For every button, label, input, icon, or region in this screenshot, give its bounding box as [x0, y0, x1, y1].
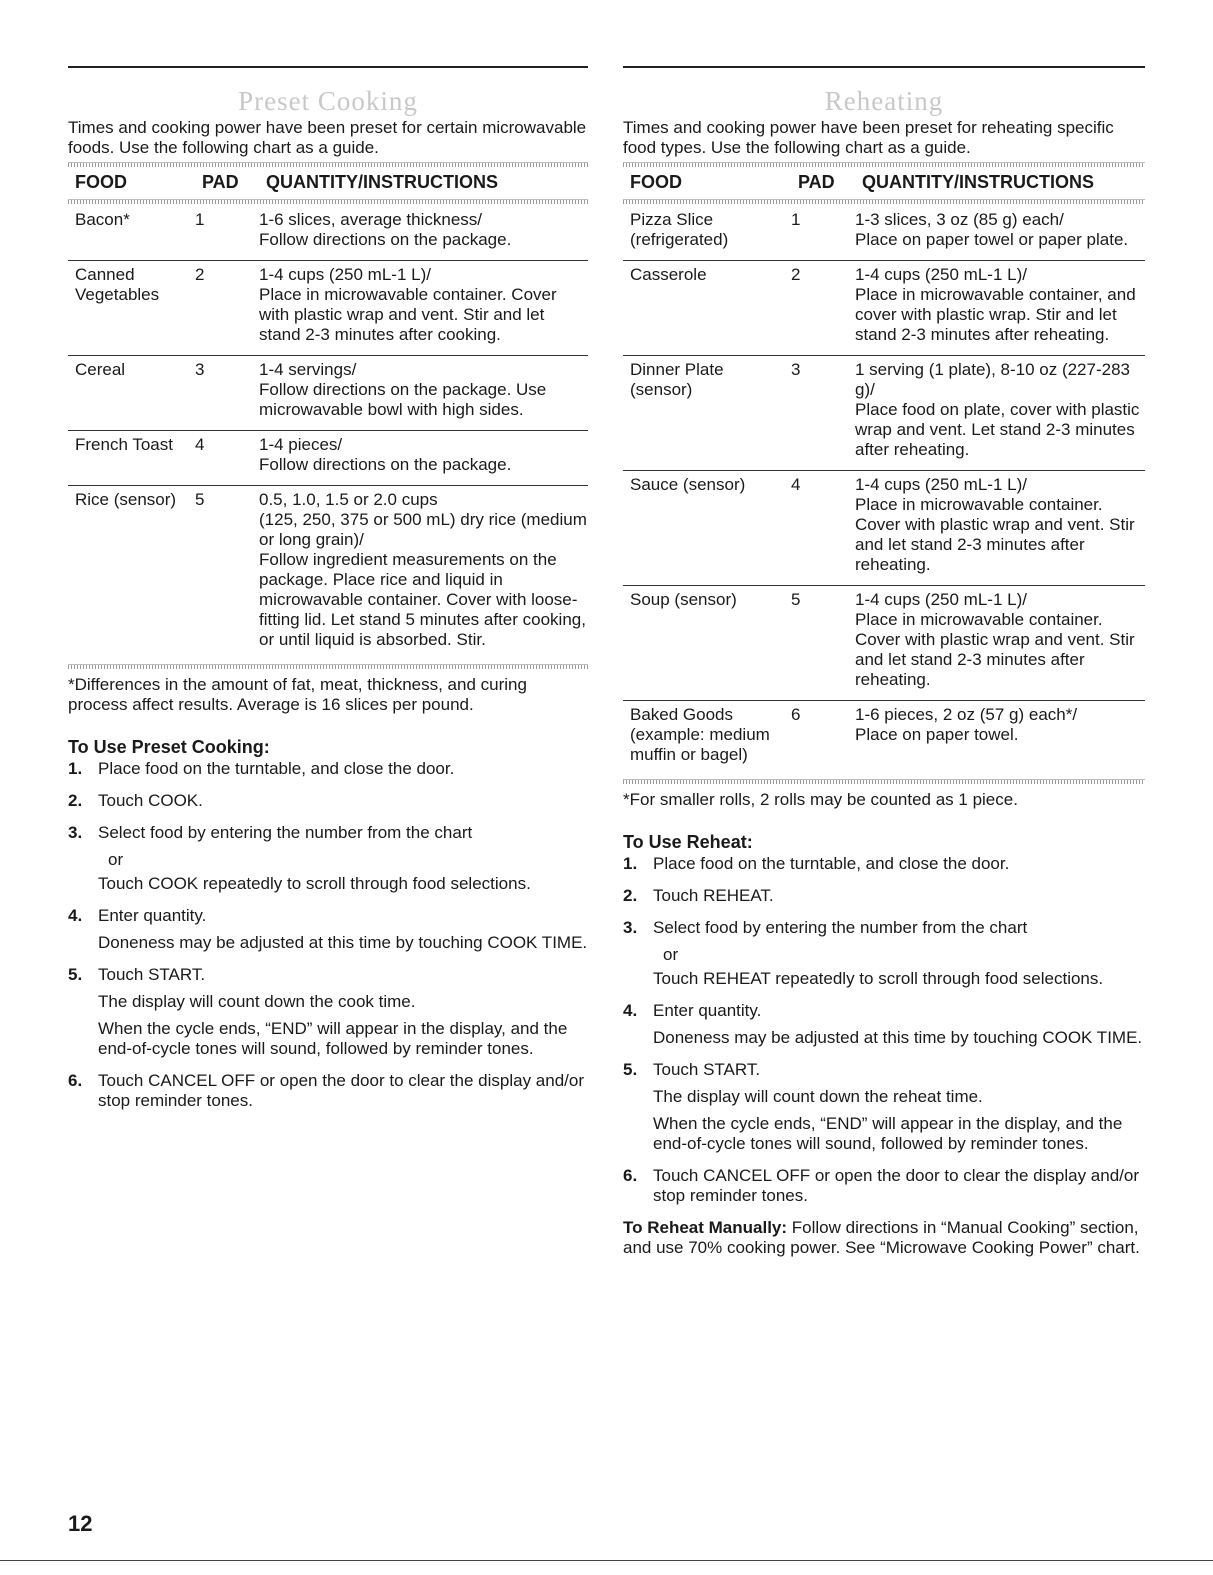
step-item	[68, 1071, 588, 1118]
table-row	[623, 471, 1145, 586]
header-food: FOOD	[75, 172, 127, 192]
step-text: Enter quantity.	[98, 906, 207, 925]
step-body	[98, 1071, 588, 1118]
reheat-howto-title: To Use Reheat:	[623, 832, 753, 852]
qty-line: Place in microwavable container, and cover with plastic wrap. Stir and let stand 2-3 minutes after reheating.	[855, 285, 1136, 344]
step-body	[98, 965, 588, 1066]
step-body	[653, 854, 1145, 881]
step-text: Touch CANCEL OFF or open the door to clear the display and/or stop reminder tones.	[98, 1071, 585, 1110]
table-row	[623, 261, 1145, 356]
dotted-rule	[623, 779, 1145, 784]
table-row	[68, 206, 588, 261]
qty-line: 1-4 cups (250 mL-1 L)/	[855, 265, 1027, 284]
reheat-manually-note	[623, 1218, 1145, 1258]
preset-cooking-title: Preset Cooking	[238, 86, 418, 116]
header-qty: QUANTITY/INSTRUCTIONS	[862, 172, 1094, 192]
bottom-rule	[0, 1560, 1213, 1561]
qty-line: Follow directions on the package.	[259, 455, 512, 474]
dotted-rule	[68, 199, 588, 204]
food-cell	[68, 210, 195, 250]
qty-cell	[259, 490, 588, 650]
top-rule	[68, 66, 588, 68]
step-number: 2.	[68, 791, 83, 810]
pad-cell: 3	[195, 360, 205, 379]
preset-table-body	[68, 206, 588, 660]
dotted-rule	[623, 162, 1145, 167]
food-line: (refrigerated)	[630, 230, 729, 249]
qty-line: Place food on plate, cover with plastic wrap and vent. Let stand 2-3 minutes after reheating.	[855, 400, 1140, 459]
qty-line: Place on paper towel.	[855, 725, 1019, 744]
step-number: 5.	[68, 965, 83, 984]
step-text: Touch COOK repeatedly to scroll through food selections.	[98, 874, 531, 893]
food-line: Dinner Plate	[630, 360, 724, 379]
qty-line: Place in microwavable container. Cover with plastic wrap and vent. Stir and let stand 2-3 minutes after reheating.	[855, 495, 1135, 574]
step-body	[653, 1166, 1145, 1213]
step-text: Place food on the turntable, and close the door.	[653, 854, 1010, 873]
preset-howto-title: To Use Preset Cooking:	[68, 737, 270, 757]
step-text: Touch CANCEL OFF or open the door to clear the display and/or stop reminder tones.	[653, 1166, 1140, 1205]
pad-cell: 1	[791, 210, 801, 229]
pad-cell: 1	[195, 210, 205, 229]
step-text: The display will count down the cook time.	[98, 992, 416, 1011]
food-line: Bacon*	[75, 210, 130, 229]
food-line: muffin or bagel)	[630, 745, 748, 764]
dotted-rule	[68, 664, 588, 669]
qty-cell	[259, 210, 588, 250]
step-text: Enter quantity.	[653, 1001, 762, 1020]
step-number: 5.	[623, 1060, 638, 1079]
qty-line: 1-4 cups (250 mL-1 L)/	[855, 475, 1027, 494]
step-text: Touch REHEAT repeatedly to scroll through food selections.	[653, 969, 1104, 988]
step-number: 1.	[623, 854, 638, 873]
qty-line: 1-6 slices, average thickness/	[259, 210, 482, 229]
food-line: Rice (sensor)	[75, 490, 177, 509]
step-text: Touch START.	[98, 965, 206, 984]
qty-cell	[259, 435, 588, 475]
step-number: 4.	[623, 1001, 638, 1020]
step-body	[653, 1001, 1145, 1055]
table-row	[68, 261, 588, 356]
qty-line: Place in microwavable container. Cover with plastic wrap and vent. Stir and let stand 2-3 minutes after cooking.	[259, 285, 557, 344]
qty-line: 0.5, 1.0, 1.5 or 2.0 cups	[259, 490, 438, 509]
step-body	[653, 886, 1145, 913]
step-item	[623, 1060, 1145, 1161]
header-food: FOOD	[630, 172, 682, 192]
header-pad: PAD	[202, 172, 239, 192]
food-line: Casserole	[630, 265, 707, 284]
qty-cell	[855, 475, 1145, 575]
step-number: 3.	[68, 823, 83, 842]
preset-table-header	[68, 169, 588, 195]
qty-line: 1-4 servings/	[259, 360, 357, 379]
step-text: Touch COOK.	[98, 791, 203, 810]
qty-line: (125, 250, 375 or 500 mL) dry rice (medium or long grain)/	[259, 510, 587, 549]
food-cell	[623, 475, 791, 575]
table-row	[623, 701, 1145, 775]
step-item	[623, 854, 1145, 881]
qty-cell	[259, 360, 588, 420]
step-item	[623, 918, 1145, 996]
food-cell	[623, 360, 791, 460]
table-row	[623, 586, 1145, 701]
step-item	[68, 906, 588, 960]
header-pad: PAD	[798, 172, 835, 192]
dotted-rule	[68, 162, 588, 167]
qty-line: 1-4 pieces/	[259, 435, 343, 454]
step-or: or	[108, 850, 124, 869]
pad-cell: 6	[791, 705, 801, 724]
food-line: Soup (sensor)	[630, 590, 737, 609]
pad-cell: 2	[195, 265, 205, 284]
qty-cell	[259, 265, 588, 345]
step-item	[68, 791, 588, 818]
reheat-steps	[623, 854, 1145, 1213]
step-body	[653, 1060, 1145, 1161]
food-cell	[68, 490, 195, 650]
food-line: (example: medium	[630, 725, 770, 744]
food-cell	[623, 590, 791, 690]
step-text: The display will count down the reheat time.	[653, 1087, 983, 1106]
table-row	[68, 486, 588, 660]
food-cell	[623, 265, 791, 345]
step-number: 2.	[623, 886, 638, 905]
qty-line: 1-3 slices, 3 oz (85 g) each/	[855, 210, 1064, 229]
pad-cell: 5	[791, 590, 801, 609]
header-qty: QUANTITY/INSTRUCTIONS	[266, 172, 498, 192]
pad-cell: 4	[791, 475, 801, 494]
step-text: Place food on the turntable, and close the door.	[98, 759, 455, 778]
table-row	[68, 356, 588, 431]
food-cell	[68, 435, 195, 475]
step-item	[623, 1166, 1145, 1213]
page-number: 12	[68, 1511, 93, 1536]
step-text: Select food by entering the number from the chart	[98, 823, 473, 842]
qty-line: Place on paper towel or paper plate.	[855, 230, 1129, 249]
step-text: When the cycle ends, “END” will appear in the display, and the end-of-cycle tones will sound, followed by reminder tones.	[98, 1019, 568, 1058]
reheating-column	[623, 66, 1145, 1258]
step-item	[68, 965, 588, 1066]
pad-cell: 4	[195, 435, 205, 454]
food-line: Sauce (sensor)	[630, 475, 746, 494]
reheat-manually-label: To Reheat Manually:	[623, 1218, 788, 1237]
qty-cell	[855, 705, 1145, 765]
food-line: French Toast	[75, 435, 173, 454]
step-item	[623, 886, 1145, 913]
step-item	[623, 1001, 1145, 1055]
food-line: Cereal	[75, 360, 126, 379]
qty-line: Place in microwavable container. Cover with plastic wrap and vent. Stir and let stand 2-3 minutes after reheating.	[855, 610, 1135, 689]
food-cell	[623, 210, 791, 250]
pad-cell: 5	[195, 490, 205, 509]
reheating-title: Reheating	[824, 86, 944, 116]
step-text: Touch REHEAT.	[653, 886, 774, 905]
reheat-intro: Times and cooking power have been preset for reheating specific food types. Use the following chart as a guide.	[623, 118, 1114, 157]
qty-cell	[855, 265, 1145, 345]
step-body	[653, 918, 1145, 996]
preset-footnote: *Differences in the amount of fat, meat, thickness, and curing process affect results. Average is 16 slices per pound.	[68, 675, 527, 714]
step-body	[98, 823, 588, 901]
table-row	[68, 431, 588, 486]
dotted-rule	[623, 199, 1145, 204]
qty-line: 1-4 cups (250 mL-1 L)/	[259, 265, 431, 284]
qty-line: Follow directions on the package.	[259, 230, 512, 249]
top-rule	[623, 66, 1145, 68]
preset-intro: Times and cooking power have been preset for certain microwavable foods. Use the following chart as a guide.	[68, 118, 587, 157]
step-body	[98, 906, 588, 960]
food-line: (sensor)	[630, 380, 693, 399]
pad-cell: 2	[791, 265, 801, 284]
step-text: When the cycle ends, “END” will appear in the display, and the end-of-cycle tones will sound, followed by reminder tones.	[653, 1114, 1123, 1153]
qty-line: Follow ingredient measurements on the package. Place rice and liquid in microwavable container. Cover with loose-fitting lid. Let stand 5 minutes after cooking, or until liquid is absorbed. Stir.	[259, 550, 586, 649]
reheat-manually-text: Follow directions in “Manual Cooking” section, and use 70% cooking power. See “Microwave Cooking Power” chart.	[623, 1218, 1140, 1257]
qty-line: 1-4 cups (250 mL-1 L)/	[855, 590, 1027, 609]
step-number: 3.	[623, 918, 638, 937]
qty-line: 1-6 pieces, 2 oz (57 g) each*/	[855, 705, 1078, 724]
step-text: Touch START.	[653, 1060, 761, 1079]
food-line: Vegetables	[75, 285, 160, 304]
pad-cell: 3	[791, 360, 801, 379]
step-body	[98, 791, 588, 818]
step-text: Doneness may be adjusted at this time by touching COOK TIME.	[653, 1028, 1143, 1047]
step-number: 6.	[623, 1166, 638, 1185]
preset-cooking-column	[68, 66, 588, 1123]
step-text: Select food by entering the number from the chart	[653, 918, 1028, 937]
preset-steps	[68, 759, 588, 1118]
food-cell	[623, 705, 791, 765]
qty-cell	[855, 360, 1145, 460]
step-number: 6.	[68, 1071, 83, 1090]
food-cell	[68, 265, 195, 345]
step-text: Doneness may be adjusted at this time by touching COOK TIME.	[98, 933, 588, 952]
table-row	[623, 356, 1145, 471]
qty-line: 1 serving (1 plate), 8-10 oz (227-283 g)/	[855, 360, 1130, 399]
step-number: 1.	[68, 759, 83, 778]
food-cell	[68, 360, 195, 420]
qty-line: Follow directions on the package. Use microwavable bowl with high sides.	[259, 380, 547, 419]
step-item	[68, 823, 588, 901]
step-item	[68, 759, 588, 786]
food-line: Canned	[75, 265, 135, 284]
qty-cell	[855, 210, 1145, 250]
step-body	[98, 759, 588, 786]
reheat-table-header	[623, 169, 1145, 195]
step-or: or	[663, 945, 679, 964]
food-line: Baked Goods	[630, 705, 734, 724]
food-line: Pizza Slice	[630, 210, 714, 229]
table-row	[623, 206, 1145, 261]
qty-cell	[855, 590, 1145, 690]
reheat-footnote: *For smaller rolls, 2 rolls may be counted as 1 piece.	[623, 790, 1018, 809]
reheat-table-body	[623, 206, 1145, 775]
step-number: 4.	[68, 906, 83, 925]
